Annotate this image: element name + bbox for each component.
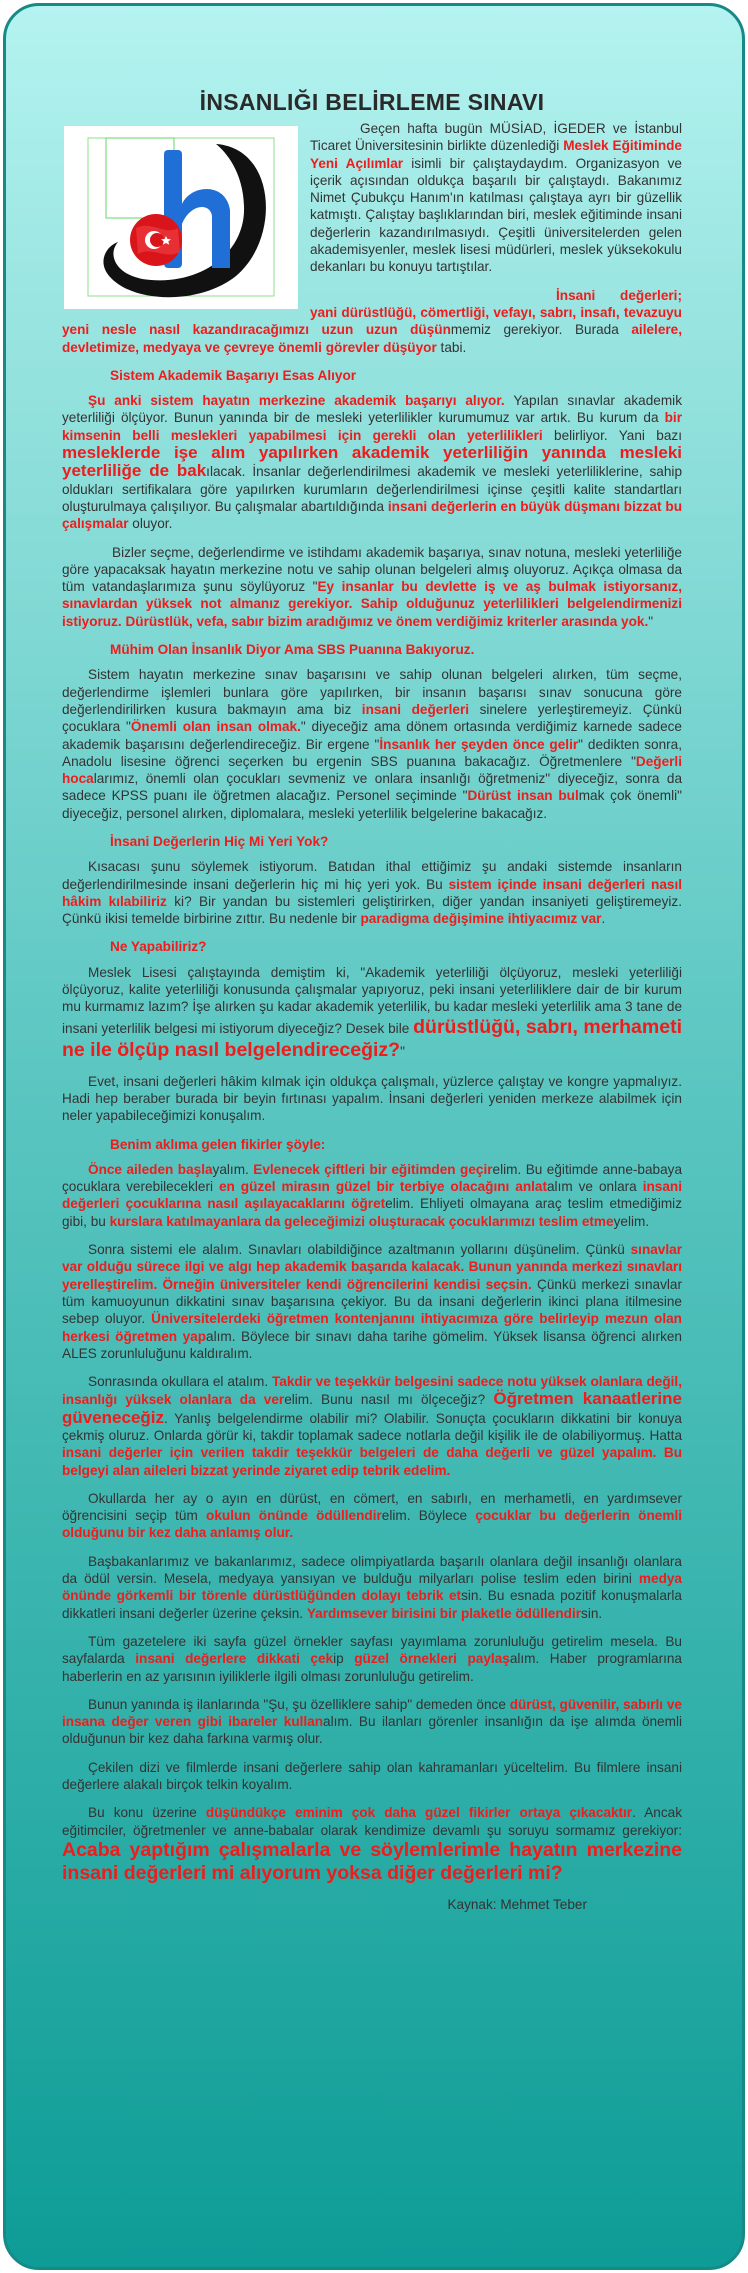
paragraph-selection: Bizler seçme, değerlendirme ve istihdamı akademik başarıya, sınav notuna, mesleki yeterliliğe göre yapacaksak hayatın merkezine notu ve sahip olunan belgeleri almış oluyoruz. Açıkça olmasa da tüm vatandaşlarımıza şunu söylüyoruz "Ey insanlar bu devlette iş ve aş bulmak istiyorsanız, sınavlardan yüksek not almanız gerekiyor. Sahip olduğunuz yeterlilikleri belgelendirmenizi istiyoruz. Dürüstlük, vefa, sabır bizim aradığımız ve önem verdiğimiz kriterler arasında yok." [62,544,683,629]
source-credit: Kaynak: Mehmet Teber [447,1896,587,1912]
paragraph-monthly: Okullarda her ay o ayın en dürüst, en cömert, en sabırlı, en merhametli, en yardımsever öğrencisini seçip tüm okulun önünde ödüllendirelim. Böylece çocuklar bu değerlerin önemli olduğunu bir kez daha anlamış olur. [62,1490,682,1541]
paragraph-job-ads: Bunun yanında iş ilanlarında "Şu, şu özelliklere sahip" demeden önce dürüst, güvenilir, sabırlı ve insana değer veren gibi ibareler kullanalım. Bu ilanları görenler insanlığın da işe alımda önemli olduğunun bir kez daha farkına varmış olur. [62,1696,682,1747]
paragraph-brainstorm: Evet, insani değerleri hâkim kılmak için oldukça çalışmalı, yüzlerce çalıştay ve kongre yapmalıyız. Hadi hep beraber burada bir beyin fırtınası yapalım. İnsani değerleri yeniden merkeze alabilmek için neler yapabileceğimizi konuşalım. [62,1073,682,1124]
intro-paragraph: Geçen hafta bugün MÜSİAD, İGEDER ve İstanbul Ticaret Üniversitesinin birlikte düzenlediği Meslek Eğitiminde Yeni Açılımlar isimli bir çalıştaydaydım. Organizasyon ve içerik açısından oldukça başarılı bir çalıştaydı. Bakanımız Nimet Çubukçu Hanım'ın katılması çalıştaya ayrı bir güzellik katmıştı. Çalıştay başlıklarından biri, meslek eğitiminde insani değerlerin kazandırılmasıydı. Çeşitli üniversitelerden gelen akademisyenler, meslek lisesi müdürleri, meslek yüksekokulu dekanları bu konuyu tartıştılar. [310,121,682,275]
logo-image [62,126,302,311]
paragraph-what-to-do: Meslek Lisesi çalıştayında demiştim ki, "Akademik yeterliliği ölçüyoruz, mesleki yeterliliği ölçüyoruz, kalite yeterliliği konusunda çalışmalar yapıyoruz, peki insani yeterliliklere dair de bir kurum mu kurmamız lazım? İşe alırken şu kadar akademik yeterlilik, bu kadar mesleki yeterlilik ama 3 tane de insani yeterlilik belgesi mi istiyorum diyeceğiz? Desek bile dürüstlüğü, sabrı, merhameti ne ile ölçüp nasıl belgelendireceğiz?" [62,964,682,1061]
section-heading-3: İnsani Değerlerin Hiç Mi Yeri Yok? [110,833,329,849]
paragraph-films: Çekilen dizi ve filmlerde insani değerlere sahip olan kahramanları yüceltelim. Bu filmlere insani değerlere alakalı birçok telkin koyalım. [62,1759,682,1793]
paragraph-academic: Şu anki sistem hayatın merkezine akademik başarıyı alıyor. Yapılan sınavlar akademik yeterliliği ölçüyor. Bunun yanında bir de mesleki yeterlilikler kurumumuz var artık. Bu kurum da bir kimsenin belli meslekleri yapabilmesi için gerekli olan yeterlilikleri belirliyor. Yani bazı mesleklerde işe alım yapılırken akademik yeterliliğin yanında mesleki yeterliliğe de bakılacak. İnsanlar değerlendirilmesi akademik ve mesleki yeterliliklerine, sahip oldukları sertifikalara göre yapılırken kurumların değerlendirilmesi içinse çeşitli kalite standartları oluşturulmaya çalışılıyor. Bu çalışmalar abartıldığında insani değerlerin en büyük düşmanı bizzat bu çalışmalar oluyor. [62,393,683,532]
paragraph-closing: Bu konu üzerine düşündükçe eminim çok daha güzel fikirler ortaya çıkacaktır. Ancak eğitimciler, öğretmenler ve anne-babalar olarak kendimize devamlı şu soruyu sormamız gerekiyor: Acaba yaptığım çalışmalarla ve söylemlerimle hayatın merkezine insani değerleri mi alıyorum yoksa diğer değerleri mi? [62,1805,682,1884]
paragraph-ministers: Başbakanlarımız ve bakanlarımız, sadece olimpiyatlarda başarılı olanlara değil insanlığı olanlara da ödül versin. Mesela, medyaya yansıyan ve bulduğu milyarları polise teslim eden birini medya önünde görkemli bir törenle dürüstlüğünden dolayı tebrik etsin. Bu esnada pozitif konuşmalarla dikkatleri insani değerler üzerine çeksin. Yardımsever birisini bir plaketle ödüllendirsin. [62,1553,682,1621]
page-frame [3,3,745,2270]
paragraph-family: Önce aileden başlayalım. Evlenecek çiftleri bir eğitimden geçirelim. Bu eğitimde anne-babaya çocuklara verebilecekleri en güzel mirasın güzel bir terbiye olacağını anlatalım ve onlara insani değerleri çocuklarına nasıl aşılayacaklarını öğretelim. Ehliyeti olmayana araç teslim etmediğimiz gibi, bu kurslara katılmayanlara da geleceğimizi oluşturacak çocuklarımızı teslim etmeyelim. [62,1161,683,1229]
paragraph-newspapers: Tüm gazetelere iki sayfa güzel örnekler sayfası yayımlama zorunluluğu getirelim mesela. Bu sayfalarda insani değerlere dikkati çekip güzel örnekleri paylaşalım. Haber programlarına haberlerin en az yarısının iyiliklerle ilgili olması zorunluluğu getirelim. [62,1633,682,1684]
section-heading-5: Benim aklıma gelen fikirler şöyle: [110,1136,326,1152]
paragraph-sbs: Sistem hayatın merkezine sınav başarısını ve sahip olunan belgeleri alırken, tüm seçme, değerlendirme işlemleri bunlara göre yapılırken, bir insanın başarısı sınav sonucuna göre değerlendirilirken kusura bakmayın ama biz insani değerleri sinelere yerleştiremeyiz. Çünkü çocuklara "Önemli olan insan olmak." diyeceğiz ama dönem ortasında verdiğimiz karnede sadece akademik başarısını değerlendireceğiz. Bir ergene "İnsanlık her şeyden önce gelir" dedikten sonra, Anadolu lisesine öğrenci seçerken bu ergenin SBS puanına bakacağız. Öğretmenlere "Değerli hocalarımız, önemli olan çocukları sevmeniz ve onlara insanlığı öğretmeniz" diyeceğiz, sonra da sadece KPSS puanı ile öğretmen alacağız. Personel seçiminde "Dürüst insan bulmak çok önemli" diyeceğiz, personel alırken, diplomalara, mesleki yeterlilik belgelerine bakacağız. [62,667,682,821]
section-heading-1: Sistem Akademik Başarıyı Esas Alıyor [110,367,357,383]
article [62,88,682,1924]
h-letter-logo-icon [66,128,296,307]
page-title: İNSANLIĞI BELİRLEME SINAVI [199,89,545,115]
paragraph-schools: Sonrasında okullara el atalım. Takdir ve teşekkür belgesini sadece notu yüksek olanlara değil, insanlığı yüksek olanlara da verelim. Bunu nasıl mı ölçeceğiz? Öğretmen kanaatlerine güveneceğiz. Yanlış belgelendirme olabilir mi? Olabilir. Sonuçta çocukların dikkatini bir konuya çekmiş oluruz. Onlarda görür ki, takdir toplamak sadece notlarla değil kişilik ile de olabiliyormuş. Hatta insani değerler için verilen takdir teşekkür belgeleri de daha değerli ve güzel yapalım. Bu belgeyi alan aileleri bizzat yerinde ziyaret edip tebrik edelim. [62,1374,682,1478]
section-heading-4: Ne Yapabiliriz? [110,939,207,955]
paragraph-no-place: Kısacası şunu söylemek istiyorum. Batıdan ithal ettiğimiz şu andaki sistemde insanların değerlendirilmesinde insani değerlerin hiç mi hiç yeri yok. Bu sistem içinde insani değerleri nasıl hâkim kılabiliriz ki? Bir yandan bu sistemleri geliştirirken, diğer yandan insaniyeti geliştiremeyiz. Çünkü ikisi temelde birbirine zıttır. Bu nedenle bir paradigma değişimine ihtiyacımız var. [62,859,682,927]
logo-panel [64,126,298,309]
section-heading-2: Mühim Olan İnsanlık Diyor Ama SBS Puanına Bakıyoruz. [110,642,475,658]
paragraph-system: Sonra sistemi ele alalım. Sınavları olabildiğince azaltmanın yollarını düşünelim. Çünkü sınavlar var olduğu sürece ilgi ve algı hep akademik başarıda kalacak. Bunun yanında merkezi sınavları yerelleştirelim. Örneğin üniversiteler kendi öğrencilerini kendisi seçsin. Çünkü merkezi sınavlar tüm kamuoyunun dikkatini sınav başarısına çekiyor. Bu da insani değerlerin ikinci plana itilmesine sebep oluyor. Üniversitelerdeki öğretmen kontenjanını ihtiyacımıza göre belirleyip mezun olan herkesi öğretmen yapalım. Böylece bir sınavı daha tarihe gömelim. Yüksek lisansa öğrenci alırken ALES zorunluluğunu kaldıralım. [62,1242,682,1361]
paragraph-values: İnsani değerleri; yani dürüstlüğü, cömertliği, vefayı, sabrı, insafı, tevazuyu yeni nesle nasıl kazandıracağımızı uzun uzun düşünmemiz gerekiyor. Burada ailelere, devletimize, medyaya ve çevreye önemli görevler düşüyor tabi. [62,287,683,355]
